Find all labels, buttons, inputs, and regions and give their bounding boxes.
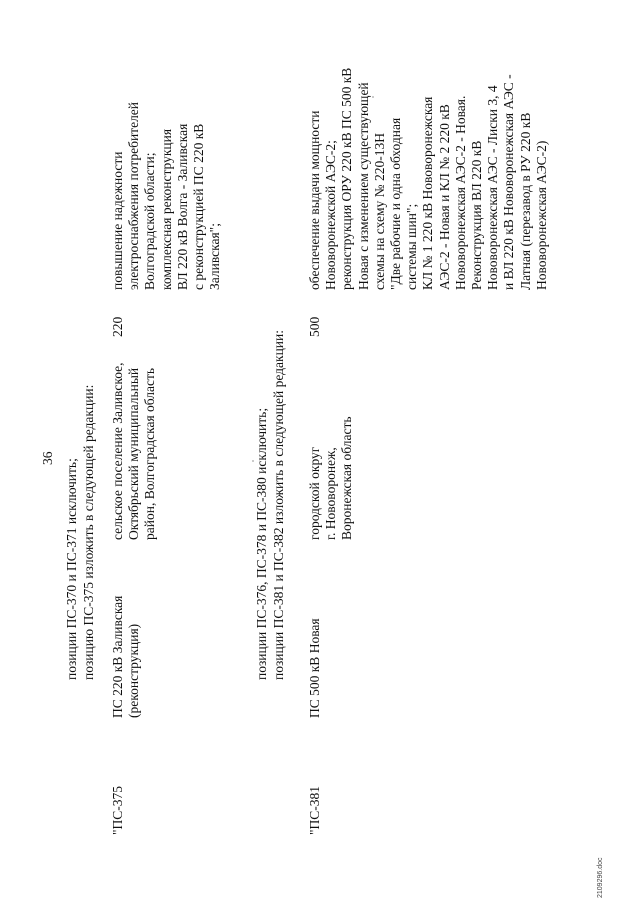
instruction-exclude-370-371: позиции ПС-370 и ПС-371 исключить; xyxy=(64,458,79,680)
instruction-exclude-376-380: позиции ПС-376, ПС-378 и ПС-380 исключить; xyxy=(254,407,269,680)
page-number: 36 xyxy=(40,451,55,465)
row-purpose: обеспечение выдачи мощности Нововоронежской АЭС-2; реконструкция ОРУ 220 кВ ПС 500 кВ Новая с изменением существующей схемы на схему № 220-13Н "Две рабочие и одна обходная системы шин"; КЛ № 1 220 кВ Нововоронежская АЭС-2 - Новая и КЛ № 2 220 кВ Нововоронежская АЭС-2 - Новая. Реконструкция ВЛ 220 кВ Нововоронежская АЭС - Лиски 3, 4 и ВЛ 220 кВ Нововоронежская АЭС - Латная (перезавод в РУ 220 кВ Нововоронежская АЭС-2) xyxy=(307,67,549,290)
row-voltage: 500 xyxy=(307,316,322,337)
instruction-restate-381-382: позиции ПС-381 и ПС-382 изложить в следующей редакции: xyxy=(271,329,286,680)
footer-filename xyxy=(597,858,605,898)
row-voltage: 220 xyxy=(110,316,125,337)
row-purpose: повышение надежности электроснабжения потребителей Волгоградской области; комплексная реконструкция ВЛ 220 кВ Волга - Заливская с реконструкцией ПС 220 кВ Заливская"; xyxy=(110,101,223,290)
row-location: сельское поселение Заливское, Октябрьский муниципальный район, Волгоградская область xyxy=(110,362,158,540)
row-code: "ПС-375 xyxy=(110,785,125,835)
row-code: "ПС-381 xyxy=(307,785,322,835)
scan-speck xyxy=(372,96,374,98)
row-name: ПС 220 кВ Заливская (реконструкция) xyxy=(110,595,142,718)
instruction-restate-375: позицию ПС-375 изложить в следующей редакции: xyxy=(81,384,96,680)
row-name: ПС 500 кВ Новая xyxy=(307,618,322,718)
row-location: городской округ г. Нововоронеж, Воронежская область xyxy=(307,416,355,540)
footer-filename-text: 2109296.doc xyxy=(597,857,604,898)
scan-speck xyxy=(252,460,254,462)
